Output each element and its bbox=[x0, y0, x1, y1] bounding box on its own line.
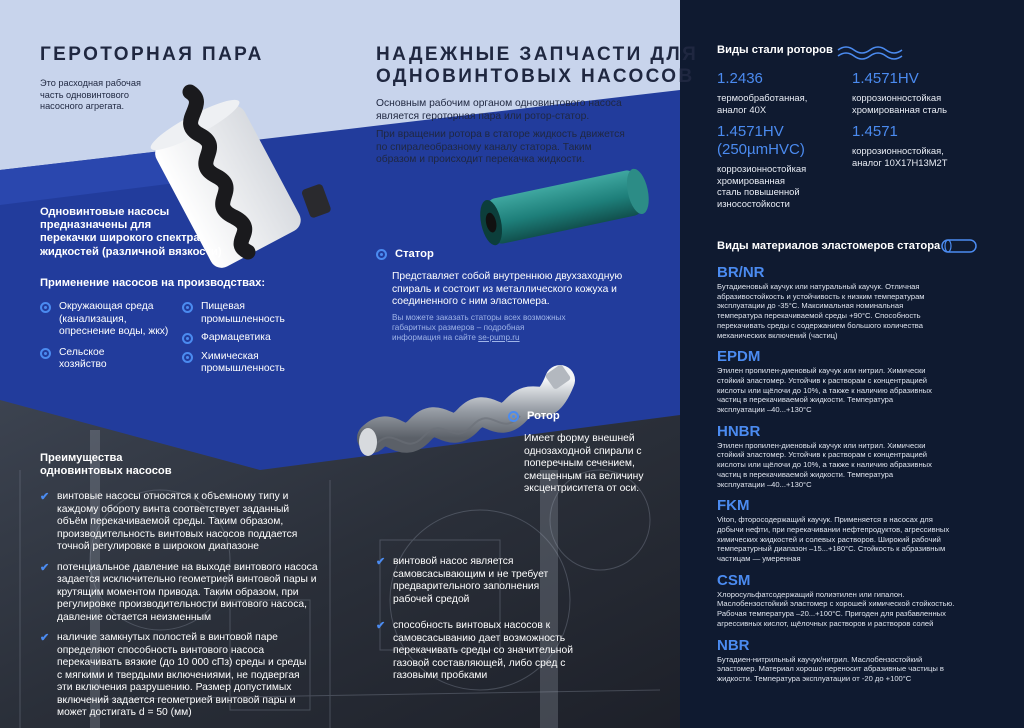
check-icon: ✔ bbox=[40, 632, 50, 644]
steel-item bbox=[852, 123, 992, 168]
elastomer-desc-line: частиц в перекачиваемой жидкости. Температура bbox=[717, 395, 894, 405]
application-item-line: Фармацевтика bbox=[201, 332, 271, 343]
rotor-description-line: смещенным на величину bbox=[524, 470, 644, 482]
elastomer-list bbox=[717, 264, 1007, 684]
elastomer-desc-line: Рабочая температура –20...+100°С. Пригоден для разбавленных bbox=[717, 609, 946, 619]
advantage-line: винтовой насос является bbox=[393, 556, 514, 567]
application-item bbox=[40, 347, 180, 372]
application-item-line: Пищевая bbox=[201, 301, 245, 312]
elastomer-code: NBR bbox=[717, 636, 750, 654]
elastomer-code: FKM bbox=[717, 497, 750, 515]
advantage-line: наличие замкнутых полостей в винтовой паре bbox=[57, 632, 278, 643]
advantage-line: задается исключительно геометрией винтовой пары и bbox=[57, 574, 317, 585]
target-icon bbox=[508, 411, 519, 422]
elastomer-desc-line: химических жидкостей и солевых растворов. Широкий рабочий bbox=[717, 534, 941, 544]
elastomer-desc-line: кислоты или щёлочи до 10%, а также к наличию абразивных bbox=[717, 385, 932, 395]
elastomer-desc-line: Этилен пропилен-диеновый каучук или нитрил. Химически bbox=[717, 366, 926, 376]
reliable-intro-line: является героторная пара или ротор-статор. bbox=[376, 110, 590, 122]
rotor-label-text: Ротор bbox=[527, 410, 560, 422]
advantages-right-list bbox=[376, 556, 606, 683]
application-item bbox=[182, 351, 312, 376]
application-item-line: промышленность bbox=[201, 313, 285, 325]
application-item bbox=[182, 301, 312, 326]
elastomer-item bbox=[717, 572, 1007, 629]
advantage-item bbox=[40, 632, 340, 720]
advantage-item bbox=[40, 562, 340, 625]
target-icon bbox=[182, 333, 193, 344]
elastomer-code: BR/NR bbox=[717, 264, 765, 281]
steel-desc-line: хромированная bbox=[717, 174, 785, 186]
elastomer-desc bbox=[717, 366, 1007, 415]
elastomer-desc bbox=[717, 282, 1007, 340]
advantage-line: с мягкими и твердыми включениями, не подвергая bbox=[57, 669, 300, 681]
advantage-line: производительность винтовых насосов поддается bbox=[57, 528, 298, 540]
advantage-line: способность винтовых насосов к bbox=[393, 620, 551, 631]
stator-note-prefix: информация на сайте bbox=[392, 333, 479, 342]
rotor-description-line: однозаходной спирали с bbox=[524, 445, 642, 457]
applications-right-list bbox=[182, 301, 312, 376]
elastomer-desc-line: кислоты или щёлочи до 10%, а также к наличию абразивных bbox=[717, 460, 932, 470]
elastomer-desc-line: эксплуатации –40...+130°С bbox=[717, 405, 812, 415]
pump-purpose-line: перекачки широкого спектра bbox=[40, 232, 200, 245]
advantages-left-list bbox=[40, 491, 340, 720]
steel-desc bbox=[852, 92, 992, 115]
advantage-line: включений задается геометрией винтовой пары и bbox=[57, 694, 296, 706]
application-item-line: опреснение воды, жкх) bbox=[59, 326, 169, 337]
advantage-line: газовой составляющей, либо сред с bbox=[393, 657, 566, 669]
elastomer-desc-line: эксплуатации –40...+130°С bbox=[717, 479, 812, 489]
elastomer-desc-line: частицам — умеренная bbox=[717, 554, 801, 564]
elastomer-desc-line: температура перекачиваемой среды +90°С. Способность bbox=[717, 311, 921, 321]
rotor-description bbox=[524, 433, 674, 496]
applications-left-list bbox=[40, 301, 180, 372]
advantage-line: крутящим моментом привода. Таким образом, при bbox=[57, 586, 299, 598]
advantage-line: перекачивать вязкие (до 10 000 сПз) среды и среды bbox=[57, 657, 307, 668]
reliable-intro-line: Основным рабочим органом одновинтового насоса bbox=[376, 98, 622, 109]
elastomers-title: Виды материалов эластомеров статора bbox=[717, 240, 941, 252]
pump-purpose-line: Одновинтовые насосы bbox=[40, 206, 170, 218]
gerotor-title: ГЕРОТОРНАЯ ПАРА bbox=[40, 44, 264, 65]
elastomer-item bbox=[717, 637, 1007, 684]
application-item-line: промышленность bbox=[201, 363, 285, 374]
elastomer-desc-line: Бутадиен-нитрильный каучук/нитрил. Маслобензостойкий bbox=[717, 654, 923, 664]
elastomer-code: HNBR bbox=[717, 422, 761, 440]
stator-description-line: спираль и состоит из металлического кожуха и bbox=[392, 283, 617, 295]
rotor-description-line: поперечным сечением, bbox=[524, 458, 635, 469]
elastomer-item bbox=[717, 497, 1007, 564]
application-item-line: хозяйство bbox=[59, 359, 107, 370]
pump-purpose-line: жидкостей (различной вязкости) bbox=[40, 245, 222, 258]
stator-description-line: Представляет собой внутреннюю двухзаходную bbox=[392, 271, 623, 282]
applications-title: Применение насосов на производствах: bbox=[40, 277, 266, 289]
stator-label bbox=[376, 248, 434, 261]
steel-desc-line: хромированная сталь bbox=[852, 103, 948, 115]
elastomer-item bbox=[717, 348, 1007, 415]
website-link[interactable]: se-pump.ru bbox=[478, 333, 520, 342]
stator-note bbox=[392, 313, 672, 343]
rotor-description-line: Имеет форму внешней bbox=[524, 433, 635, 444]
elastomer-desc-line: стойкий эластомер. Устойчив к растворам с концентрацией bbox=[717, 375, 928, 385]
elastomer-desc-line: механических включений (частиц) bbox=[717, 330, 838, 340]
steel-code: 1.4571HV bbox=[852, 70, 919, 87]
stator-description bbox=[392, 271, 672, 309]
reliable-title bbox=[376, 44, 698, 88]
elastomer-desc bbox=[717, 515, 1007, 564]
advantage-line: самовсасывающим и не требует bbox=[393, 568, 549, 580]
advantages-title-line: одновинтовых насосов bbox=[40, 465, 172, 478]
steel-desc-line: аналог 40Х bbox=[717, 103, 767, 115]
advantage-line: рабочей средой bbox=[393, 593, 470, 605]
elastomer-item bbox=[717, 264, 1007, 340]
advantage-line: объём перекачиваемой среды. Таким образом, bbox=[57, 516, 284, 527]
reliable-intro bbox=[376, 98, 676, 123]
steel-desc bbox=[717, 92, 837, 115]
advantage-line: перекачивать среды со значительной bbox=[393, 645, 573, 656]
elastomer-desc-line: Бутадиеновый каучук или натуральный каучук. Отличная bbox=[717, 282, 920, 291]
check-icon: ✔ bbox=[40, 491, 50, 503]
steel-desc-line: коррозионностойкая bbox=[717, 163, 807, 174]
steel-code: (250µmHVC) bbox=[717, 141, 805, 158]
elastomer-desc-line: стойкий эластомер. Устойчив к растворам с концентрацией bbox=[717, 450, 928, 460]
elastomer-code: CSM bbox=[717, 571, 751, 589]
steel-item bbox=[717, 70, 837, 115]
elastomer-desc-line: агрессивных кислот, щёлочных растворов и растворов солей bbox=[717, 618, 934, 628]
target-icon bbox=[40, 348, 51, 359]
application-item-line: Химическая bbox=[201, 350, 259, 362]
advantage-line: давление остается неизменным bbox=[57, 611, 212, 623]
reliable-process-line: При вращении ротора в статоре жидкость движется bbox=[376, 129, 625, 140]
reliable-title-line: НАДЕЖНЫЕ ЗАПЧАСТИ ДЛЯ bbox=[376, 44, 699, 65]
steel-item bbox=[717, 123, 842, 209]
elastomer-desc-line: температурный диапазон –15...+180°С. Стойкость к абразивным bbox=[717, 544, 946, 554]
gerotor-description-line: Это расходная рабочая bbox=[40, 78, 141, 88]
application-item-line: (канализация, bbox=[59, 313, 127, 325]
gerotor-description-line: насосного агрегата. bbox=[40, 101, 125, 111]
application-item bbox=[40, 301, 180, 339]
advantage-item bbox=[40, 491, 340, 554]
advantage-line: определяют способность винтового насоса bbox=[57, 644, 265, 656]
reliable-title-line: ОДНОВИНТОВЫХ НАСОСОВ bbox=[376, 66, 695, 87]
elastomer-desc bbox=[717, 441, 1007, 490]
elastomer-desc-line: Хлоросульфатсодержащий полиэтилен или гипалон. bbox=[717, 589, 905, 599]
application-item bbox=[182, 332, 312, 345]
elastomer-desc-line: Маслобензостойкий эластомер с хорошей химической стойкостью. bbox=[717, 599, 955, 609]
steel-desc bbox=[852, 145, 992, 168]
steel-desc-line: аналог 10Х17Н13М2Т bbox=[852, 156, 948, 168]
target-icon bbox=[182, 352, 193, 363]
elastomer-desc-line: эксплуатации до -35°С. Максимальная номинальная bbox=[717, 301, 904, 311]
gerotor-description-line: часть одновинтового bbox=[40, 89, 129, 100]
steel-code: 1.4571 bbox=[852, 123, 898, 140]
advantage-line: винтовые насосы относятся к объемному типу и bbox=[57, 491, 289, 502]
steel-desc-line: коррозионностойкая bbox=[852, 92, 942, 103]
gerotor-description bbox=[40, 78, 200, 113]
rotor-description-line: эксцентриситета от оси. bbox=[524, 483, 640, 494]
advantage-line: точной регулировке в широком диапазоне bbox=[57, 541, 260, 552]
elastomer-code: EPDM bbox=[717, 348, 761, 366]
elastomer-desc-line: перекачивать среды с содержанием большого количества bbox=[717, 320, 923, 330]
stator-description-line: соединенного с ним эластомера. bbox=[392, 296, 550, 307]
target-icon bbox=[40, 302, 51, 313]
reliable-process-line: образом и происходит перекачка жидкости. bbox=[376, 154, 585, 165]
elastomer-desc-line: Этилен пропилен-диеновый каучук или нитрил. Химически bbox=[717, 440, 926, 450]
advantage-item bbox=[376, 556, 606, 606]
advantage-line: регулировке производительности винтового насоса, bbox=[57, 599, 307, 610]
check-icon: ✔ bbox=[376, 556, 386, 568]
application-item-line: Окружающая среда bbox=[59, 301, 154, 312]
steel-desc-line: сталь повышенной bbox=[717, 186, 800, 197]
elastomer-desc-line: жидкости. Температура эксплуатации от -20 до +100°С bbox=[717, 673, 912, 683]
target-icon bbox=[182, 302, 193, 313]
target-icon bbox=[376, 249, 387, 260]
steel-desc-line: термообработанная, bbox=[717, 92, 808, 103]
pump-purpose-line: предназначены для bbox=[40, 219, 152, 232]
steel-code: 1.4571HV bbox=[717, 123, 784, 140]
rotor-label bbox=[508, 410, 560, 423]
steel-desc-line: коррозионностойкая, bbox=[852, 145, 944, 156]
elastomer-desc-line: частиц в перекачиваемой жидкости. Температура bbox=[717, 469, 894, 479]
elastomer-desc bbox=[717, 590, 1007, 629]
advantage-item bbox=[376, 620, 606, 683]
advantage-line: самовсасыванию дает возможность bbox=[393, 632, 566, 644]
elastomer-desc-line: добычи нефти, при перекачивании нефтепродуктов, агрессивных bbox=[717, 524, 950, 534]
advantages-title-line: Преимущества bbox=[40, 452, 123, 464]
pump-purpose bbox=[40, 206, 260, 259]
advantage-line: может достигать d = 50 (мм) bbox=[57, 707, 192, 718]
steel-title: Виды стали роторов bbox=[717, 44, 833, 56]
application-item-line: Сельское bbox=[59, 346, 105, 358]
reliable-process-line: по спиралеобразному каналу статора. Таким bbox=[376, 141, 592, 153]
reliable-process bbox=[376, 129, 676, 167]
check-icon: ✔ bbox=[376, 620, 386, 632]
steel-code: 1.2436 bbox=[717, 70, 763, 87]
advantage-line: каждому обороту винта соответствует заданный bbox=[57, 503, 290, 515]
steel-item bbox=[852, 70, 992, 115]
elastomer-desc-line: эластомер. Материал хорошо переносит абразивные частицы в bbox=[717, 664, 944, 674]
stator-note-line: Вы можете заказать статоры всех возможных bbox=[392, 313, 566, 322]
advantage-line: потенциальное давление на выходе винтового насоса bbox=[57, 561, 318, 573]
advantage-line: газовыми пробками bbox=[393, 670, 488, 681]
steel-desc-line: износостойкости bbox=[717, 197, 790, 209]
advantages-title bbox=[40, 452, 172, 478]
elastomer-desc-line: абразивостойкость и устойчивость к низким температурам bbox=[717, 291, 925, 301]
steel-desc bbox=[717, 163, 842, 209]
elastomer-item bbox=[717, 423, 1007, 490]
stator-note-line: габаритных размеров – подробная bbox=[392, 323, 525, 332]
stator-note-line bbox=[392, 333, 672, 343]
check-icon: ✔ bbox=[40, 561, 50, 574]
elastomer-desc bbox=[717, 655, 1007, 684]
stator-label-text: Статор bbox=[395, 248, 434, 260]
advantage-line: предварительного заполнения bbox=[393, 581, 540, 592]
advantage-line: эти включения разрушению. Размер допустимых bbox=[57, 682, 292, 693]
elastomer-desc-line: Viton, фторосодержащий каучук. Применяется в насосах для bbox=[717, 515, 933, 525]
